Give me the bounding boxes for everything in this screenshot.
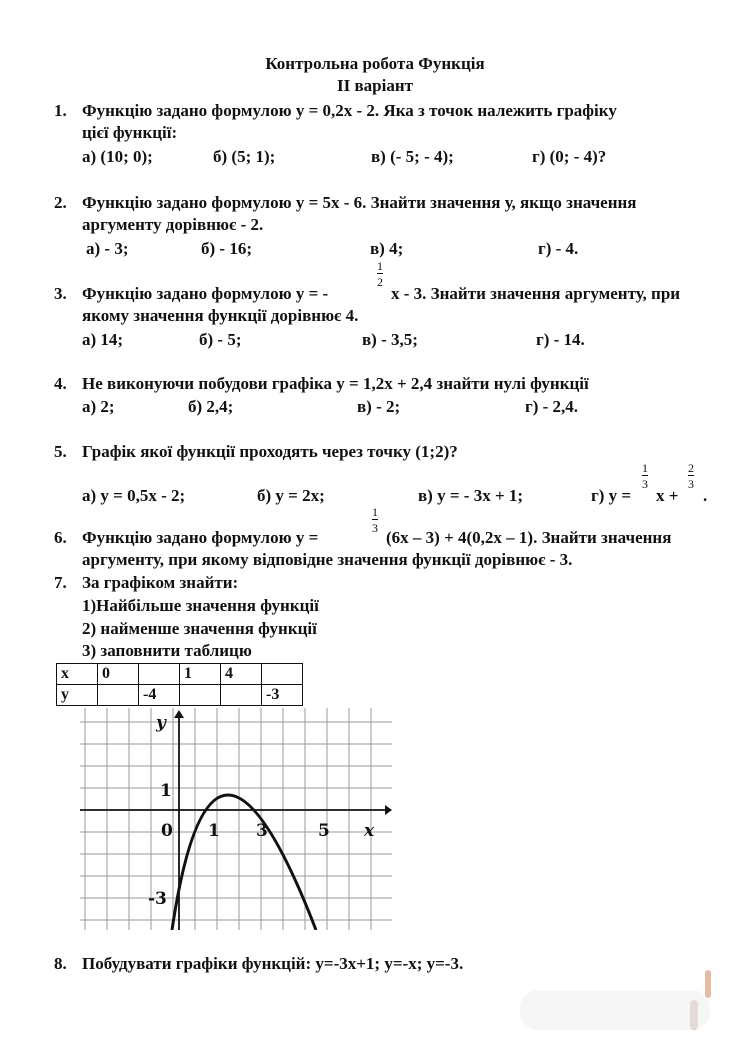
q1-option-d: г) (0; - 4)? <box>532 147 607 166</box>
q6-number: 6. <box>54 528 67 547</box>
q6-text-line1-start: Функцію задано формулою у = <box>82 528 319 547</box>
q5-fraction1-denominator: 3 <box>642 477 648 491</box>
table-cell: у <box>57 685 98 706</box>
q7-text-line1: За графіком знайти: <box>82 573 239 592</box>
q4-number: 4. <box>54 374 67 393</box>
table-row-y <box>57 685 303 706</box>
q3-option-b: б) - 5; <box>199 330 242 349</box>
paper-smudge <box>705 970 711 998</box>
table-cell: 4 <box>221 664 262 685</box>
q4-text-line1: Не виконуючи побудови графіка у = 1,2х + 2,4 знайти нулі функції <box>82 374 589 393</box>
tick-label-x-1: 1 <box>208 821 220 841</box>
q5-option-b: б) у = 2х; <box>257 486 325 505</box>
q4-option-c: в) - 2; <box>357 397 401 416</box>
parabola-graph <box>80 708 392 930</box>
q5-option-d-start: г) у = <box>591 486 632 505</box>
q2-option-a: а) - 3; <box>86 239 129 258</box>
table-row-x <box>57 664 303 685</box>
q5-option-d-end: . <box>703 486 708 505</box>
q8-text-line1: Побудувати графіки функцій: у=-3х+1; у=-х; у=-3. <box>82 954 464 973</box>
q5-fraction2-denominator: 3 <box>688 477 694 491</box>
q2-option-c: в) 4; <box>370 239 404 258</box>
q5-number: 5. <box>54 442 67 461</box>
x-axis-label: x <box>364 821 375 841</box>
q2-text-line2: аргументу дорівнює - 2. <box>82 215 264 234</box>
q3-fraction-denominator: 2 <box>377 275 383 289</box>
table-cell: -3 <box>262 685 303 706</box>
graph-grid <box>80 708 392 930</box>
values-table <box>56 663 303 706</box>
q6-fraction <box>370 505 380 535</box>
q6-text-line2: аргументу, при якому відповідне значення функції дорівнює - 3. <box>82 550 573 569</box>
q3-fraction-numerator: 1 <box>377 259 383 273</box>
q5-text-line1: Графік якої функції проходять через точку (1;2)? <box>82 442 458 461</box>
q6-text-line1-end: (6х – 3) + 4(0,2х – 1). Знайти значення <box>386 528 672 547</box>
tick-label-x-5: 5 <box>318 821 330 841</box>
q7-item-1: 1)Найбільше значення функції <box>82 596 319 615</box>
q3-text-line2: якому значення функції дорівнює 4. <box>82 306 359 325</box>
table-cell: -4 <box>139 685 180 706</box>
parabola-curve <box>172 795 316 930</box>
table-cell <box>98 685 139 706</box>
q1-option-c: в) (- 5; - 4); <box>371 147 454 166</box>
q2-number: 2. <box>54 193 67 212</box>
q8-number: 8. <box>54 954 67 973</box>
q2-text-line1: Функцію задано формулою у = 5х - 6. Знайти значення у, якщо значення <box>82 193 637 212</box>
q7-item-3: 3) заповнити таблицю <box>82 641 252 660</box>
q5-option-a: а) у = 0,5х - 2; <box>82 486 186 505</box>
x-axis-arrow-icon <box>385 805 392 815</box>
table-cell <box>262 664 303 685</box>
q1-option-b: б) (5; 1); <box>213 147 276 166</box>
q3-fraction <box>375 259 385 289</box>
q3-option-a: а) 14; <box>82 330 124 349</box>
tick-label-y-neg3: -3 <box>148 889 167 909</box>
q5-fraction1-numerator: 1 <box>642 461 648 475</box>
q4-option-a: а) 2; <box>82 397 115 416</box>
q4-option-d: г) - 2,4. <box>525 397 579 416</box>
q5-fraction2-numerator: 2 <box>688 461 694 475</box>
tick-label-y-1: 1 <box>160 781 172 801</box>
q1-option-a: а) (10; 0); <box>82 147 153 166</box>
q3-text-line1-end: х - 3. Знайти значення аргументу, при <box>391 284 681 303</box>
q1-number: 1. <box>54 101 67 120</box>
q5-option-d-fraction2 <box>686 461 696 491</box>
q5-option-d-middle: х + <box>656 486 679 505</box>
variant-title: ІІ варіант <box>337 76 413 95</box>
table-cell <box>139 664 180 685</box>
y-axis-label: y <box>156 713 166 733</box>
q5-option-c: в) у = - 3х + 1; <box>418 486 524 505</box>
q2-option-d: г) - 4. <box>538 239 579 258</box>
q5-option-d-fraction1 <box>640 461 650 491</box>
q6-fraction-numerator: 1 <box>372 505 378 519</box>
table-cell <box>180 685 221 706</box>
y-axis-arrow-icon <box>174 710 184 718</box>
q3-number: 3. <box>54 284 67 303</box>
q4-option-b: б) 2,4; <box>188 397 234 416</box>
table-cell <box>221 685 262 706</box>
q7-number: 7. <box>54 573 67 592</box>
page-title: Контрольна робота Функція <box>265 54 485 73</box>
q2-option-b: б) - 16; <box>201 239 252 258</box>
table-cell: х <box>57 664 98 685</box>
tick-label-x-3: 3 <box>256 821 268 841</box>
tick-label-origin: 0 <box>161 821 173 841</box>
q6-fraction-denominator: 3 <box>372 521 378 535</box>
table-cell: 1 <box>180 664 221 685</box>
q3-option-d: г) - 14. <box>536 330 585 349</box>
q3-option-c: в) - 3,5; <box>362 330 418 349</box>
q3-text-line1-start: Функцію задано формулою у = - <box>82 284 329 303</box>
table-cell: 0 <box>98 664 139 685</box>
q1-text-line1: Функцію задано формулою у = 0,2х - 2. Яка з точок належить графіку <box>82 101 617 120</box>
paper-smudge <box>520 990 710 1030</box>
q1-text-line2: цієї функції: <box>82 123 178 142</box>
q7-item-2: 2) найменше значення функції <box>82 619 317 638</box>
